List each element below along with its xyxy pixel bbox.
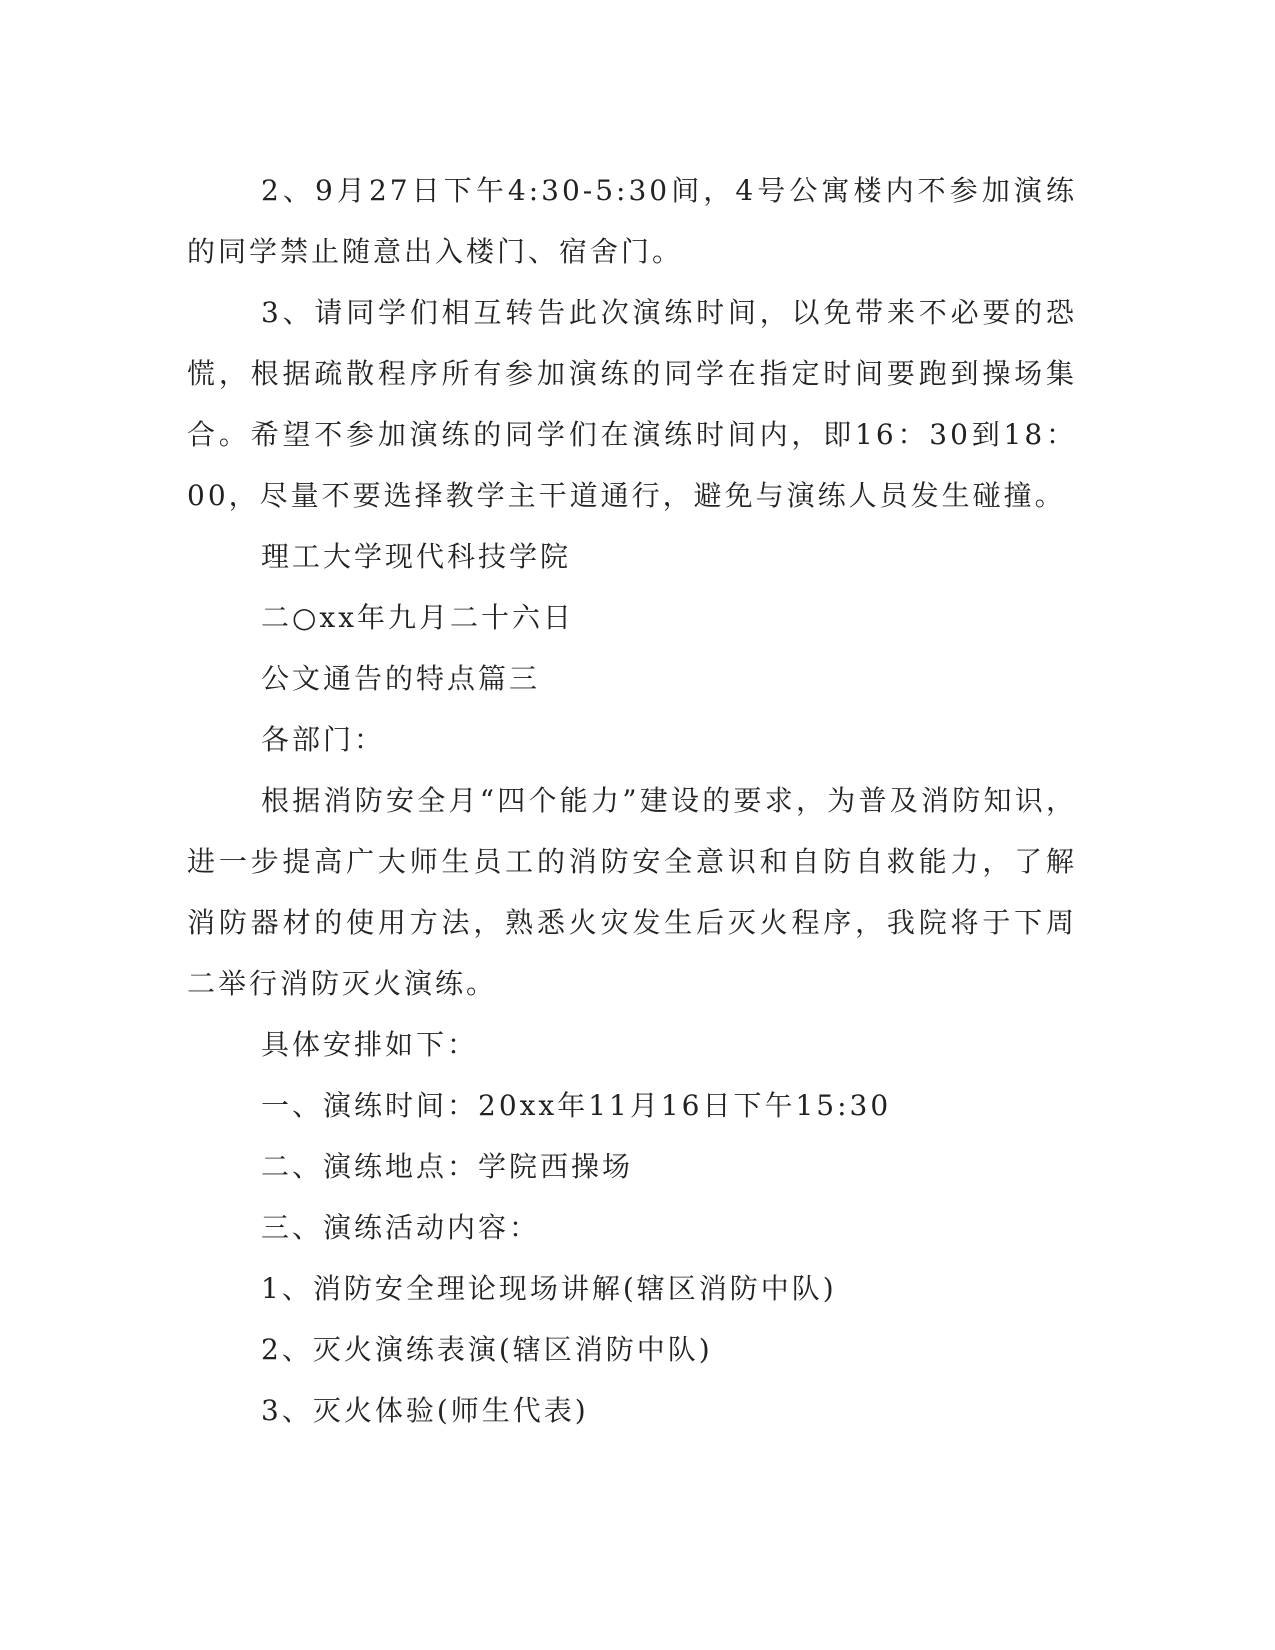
list-item-content-heading: 三、演练活动内容：: [261, 1211, 541, 1244]
list-item-experience: 3、灭火体验(师生代表): [261, 1394, 589, 1427]
paragraph-apartment-restriction: 2、9月27日下午4:30-5:30间，4号公寓楼内不参加演练的同学禁止随意出入楼门、宿舍门。: [187, 174, 1077, 268]
salutation: 各部门：: [261, 723, 386, 756]
document-body: [187, 160, 1077, 1441]
signature-institution: 理工大学现代科技学院: [261, 540, 572, 573]
paragraph-intro: 根据消防安全月“四个能力”建设的要求，为普及消防知识，进一步提高广大师生员工的消防安全意识和自防自救能力，了解消防器材的使用方法，熟悉火灾发生后灭火程序，我院将于下周二举行消防灭火演练。: [187, 784, 1077, 1000]
list-item-location: 二、演练地点：学院西操场: [261, 1150, 634, 1183]
list-item-time: 一、演练时间：20xx年11月16日下午15:30: [261, 1089, 892, 1122]
arrangement-heading: 具体安排如下：: [261, 1028, 479, 1061]
paragraph-drill-notice: 3、请同学们相互转告此次演练时间，以免带来不必要的恐慌，根据疏散程序所有参加演练的同学在指定时间要跑到操场集合。希望不参加演练的同学们在演练时间内，即16：30到18：00，尽量不要选择教学主干道通行，避免与演练人员发生碰撞。: [187, 296, 1077, 512]
signature-date: 二○xx年九月二十六日: [261, 601, 575, 634]
list-item-demonstration: 2、灭火演练表演(辖区消防中队): [261, 1333, 713, 1366]
section-heading: 公文通告的特点篇三: [261, 662, 541, 695]
list-item-lecture: 1、消防安全理论现场讲解(辖区消防中队): [261, 1272, 837, 1305]
